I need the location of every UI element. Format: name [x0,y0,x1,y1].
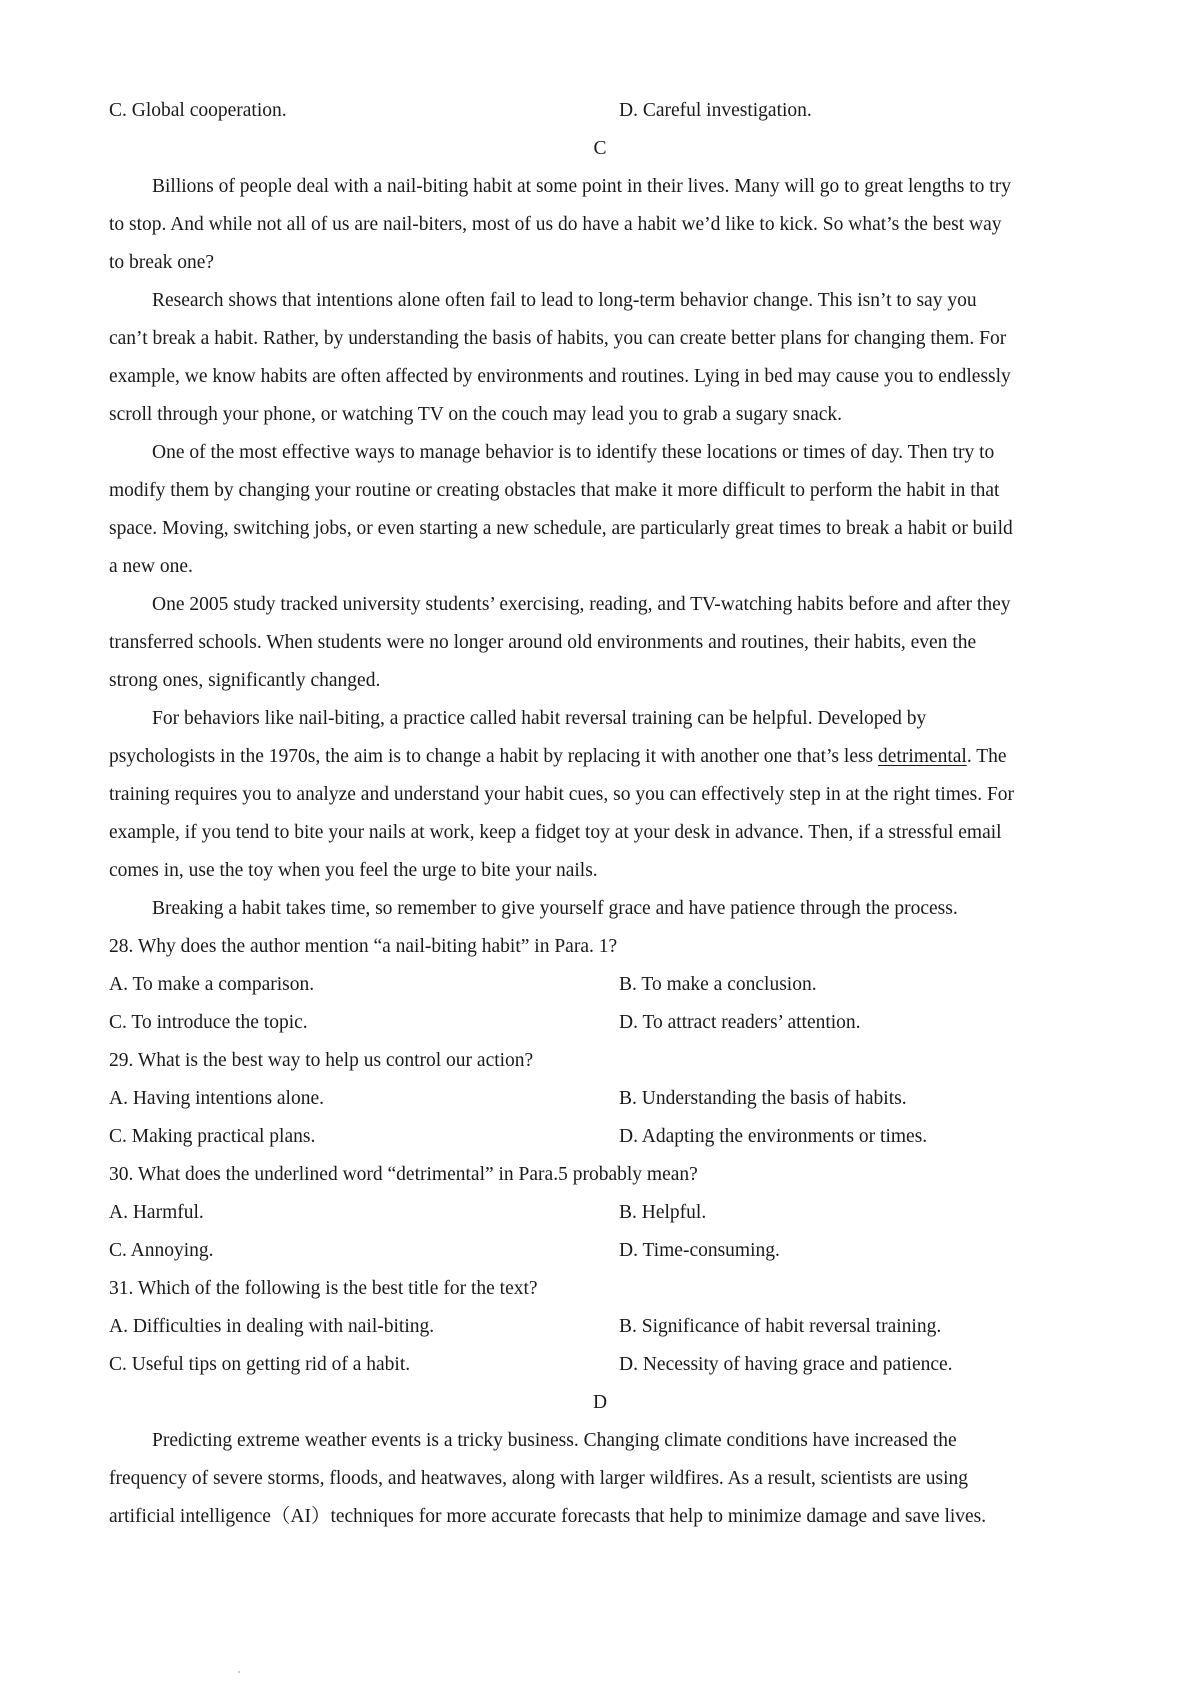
passage-line: Predicting extreme weather events is a tricky business. Changing climate conditions have increased the [152,1430,957,1451]
option-b: B. To make a conclusion. [619,974,817,995]
option-b: B. Helpful. [619,1202,707,1223]
passage-line: artificial intelligence（AI）techniques for more accurate forecasts that help to minimize damage and save lives. [109,1506,987,1527]
passage-line: can’t break a habit. Rather, by understanding the basis of habits, you can create better plans for changing them. For [109,328,1007,349]
option-d: D. Necessity of having grace and patience. [619,1354,953,1375]
passage-line: strong ones, significantly changed. [109,670,381,691]
prev-option-d: D. Careful investigation. [619,100,812,121]
question-28: 28. Why does the author mention “a nail-biting habit” in Para. 1? [109,936,618,957]
option-c: C. Making practical plans. [109,1126,316,1147]
passage-line: example, if you tend to bite your nails at work, keep a fidget toy at your desk in advance. Then, if a stressful email [109,822,1002,843]
option-a: A. Difficulties in dealing with nail-biting. [109,1316,435,1337]
passage-line: scroll through your phone, or watching TV on the couch may lead you to grab a sugary snack. [109,404,843,425]
passage-line: Breaking a habit takes time, so remember to give yourself grace and have patience through the process. [152,898,958,919]
passage-line: Billions of people deal with a nail-biting habit at some point in their lives. Many will go to great lengths to try [152,176,1011,197]
passage-line: One 2005 study tracked university students’ exercising, reading, and TV-watching habits before and after they [152,594,1011,615]
passage-line: to break one? [109,252,215,273]
option-c: C. Useful tips on getting rid of a habit. [109,1354,411,1375]
option-b: B. Significance of habit reversal training. [619,1316,942,1337]
option-c: C. Annoying. [109,1240,214,1261]
passage-line: training requires you to analyze and understand your habit cues, so you can effectively step in at the right times. For [109,784,1015,805]
passage-line: Research shows that intentions alone often fail to lead to long-term behavior change. This isn’t to say you [152,290,977,311]
section-heading-c: C [593,138,607,159]
option-d: D. Adapting the environments or times. [619,1126,928,1147]
passage-text: . The [966,746,1007,767]
passage-line: example, we know habits are often affected by environments and routines. Lying in bed may cause you to endlessly [109,366,1011,387]
passage-line: frequency of severe storms, floods, and heatwaves, along with larger wildfires. As a result, scientists are using [109,1468,969,1489]
passage-line: For behaviors like nail-biting, a practice called habit reversal training can be helpful. Developed by [152,708,927,729]
question-30: 30. What does the underlined word “detrimental” in Para.5 probably mean? [109,1164,698,1185]
passage-text: psychologists in the 1970s, the aim is to change a habit by replacing it with another one that’s less [109,746,879,767]
section-heading-d: D [592,1392,608,1413]
option-a: A. To make a comparison. [109,974,315,995]
option-a: A. Harmful. [109,1202,204,1223]
option-a: A. Having intentions alone. [109,1088,325,1109]
passage-line: a new one. [109,556,193,577]
passage-line: to stop. And while not all of us are nail-biters, most of us do have a habit we’d like to kick. So what’s the best way [109,214,1002,235]
passage-line: One of the most effective ways to manage behavior is to identify these locations or times of day. Then try to [152,442,995,463]
passage-line-with-underline [109,745,1007,769]
question-29: 29. What is the best way to help us control our action? [109,1050,534,1071]
question-31: 31. Which of the following is the best title for the text? [109,1278,538,1299]
passage-line: modify them by changing your routine or creating obstacles that make it more difficult to perform the habit in that [109,480,1000,501]
passage-line: comes in, use the toy when you feel the urge to bite your nails. [109,860,598,881]
underlined-word: detrimental [878,746,967,767]
option-d: D. Time-consuming. [619,1240,780,1261]
prev-option-c: C. Global cooperation. [109,100,287,121]
option-b: B. Understanding the basis of habits. [619,1088,907,1109]
option-d: D. To attract readers’ attention. [619,1012,861,1033]
option-c: C. To introduce the topic. [109,1012,308,1033]
scan-speck [238,1671,240,1673]
passage-line: transferred schools. When students were no longer around old environments and routines, their habits, even the [109,632,977,653]
passage-line: space. Moving, switching jobs, or even starting a new schedule, are particularly great times to break a habit or build [109,518,1013,539]
